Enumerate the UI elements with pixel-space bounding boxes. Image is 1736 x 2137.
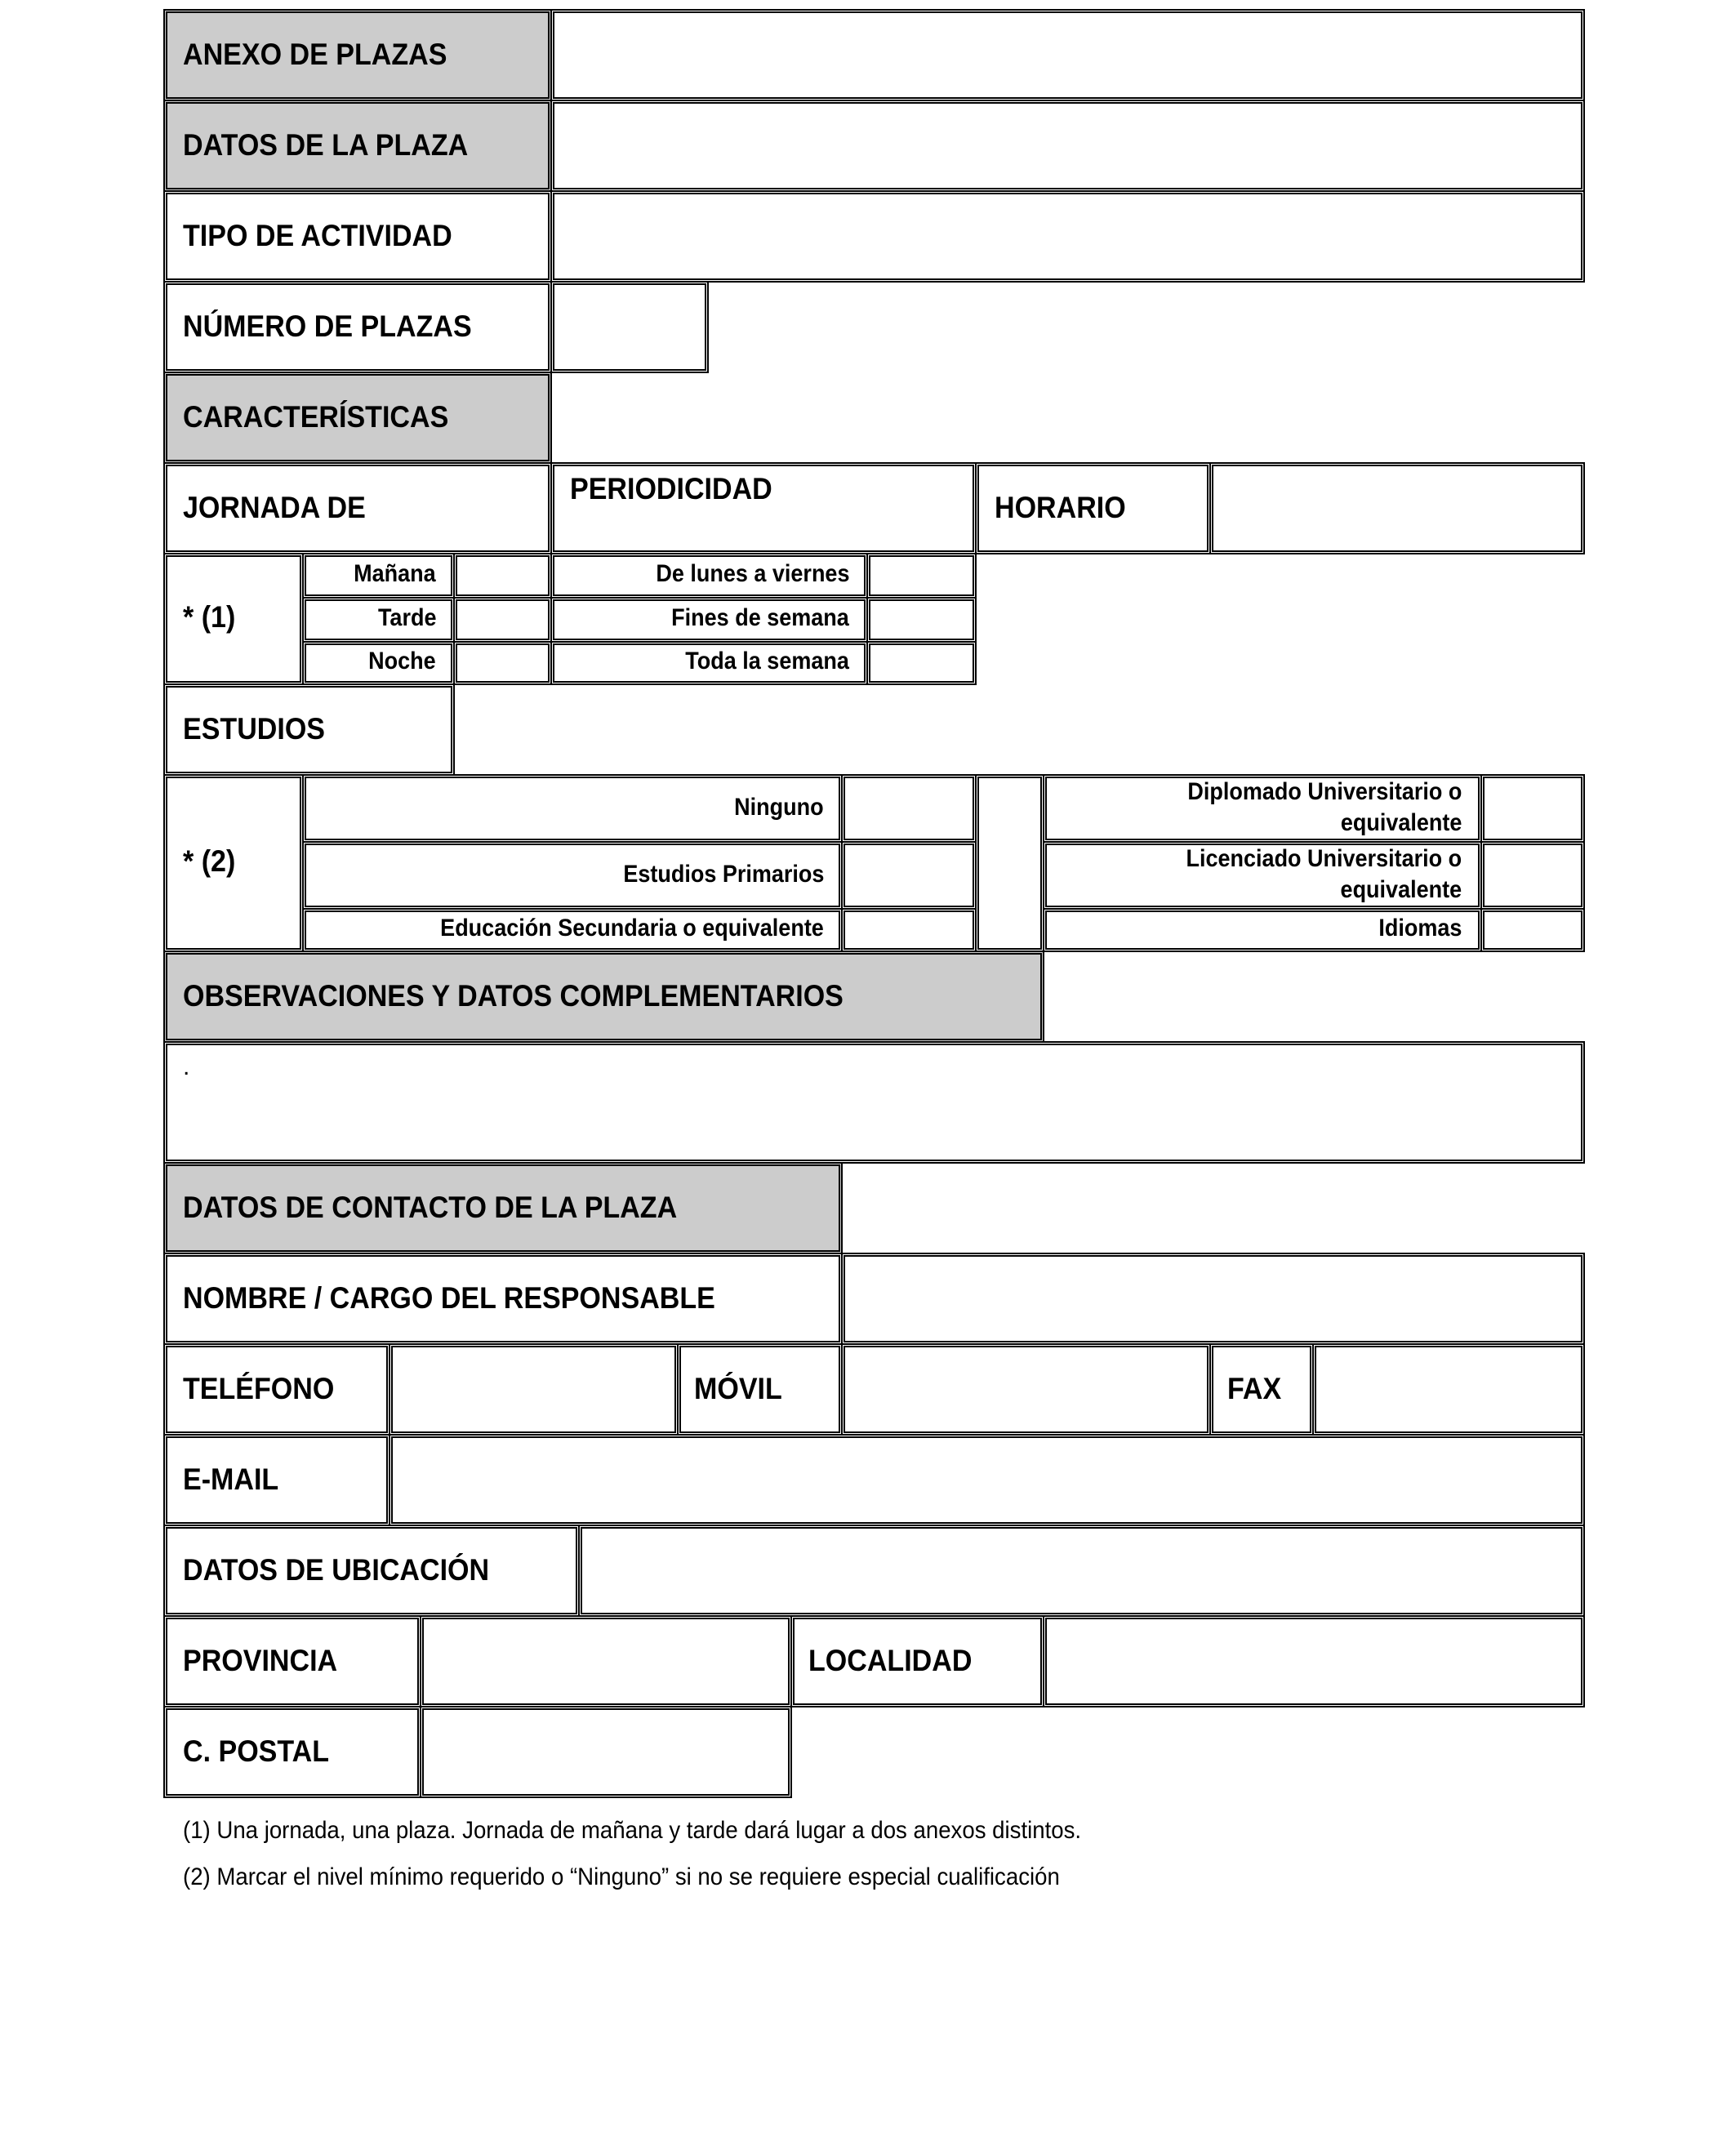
- telefono-field[interactable]: [389, 1343, 679, 1436]
- horario-label: HORARIO: [995, 491, 1126, 524]
- email-field[interactable]: [389, 1434, 1585, 1526]
- periodicidad-option-toda-label: Toda la semana: [685, 648, 849, 674]
- caracteristicas-label: CARACTERÍSTICAS: [183, 400, 449, 434]
- datos-contacto-label: DATOS DE CONTACTO DE LA PLAZA: [183, 1191, 678, 1224]
- estudios-primarios-label: Estudios Primarios: [622, 861, 824, 888]
- estudios-secundaria-checkbox[interactable]: [841, 908, 977, 952]
- estudios-licenciado-line1: Licenciado Universitario o: [1186, 845, 1462, 872]
- jornada-tarde-checkbox[interactable]: [453, 597, 552, 643]
- telefono-label: TELÉFONO: [183, 1372, 335, 1405]
- estudios-ninguno-label: Ninguno: [734, 794, 824, 821]
- jornada-de-label: JORNADA DE: [183, 491, 366, 524]
- anexo-plazas-field[interactable]: [550, 9, 1585, 101]
- numero-plazas-field[interactable]: [550, 281, 709, 373]
- periodicidad-label: PERIODICIDAD: [570, 472, 772, 505]
- datos-plaza-field[interactable]: [550, 100, 1585, 192]
- horario-field[interactable]: [1209, 462, 1585, 554]
- periodicidad-toda-checkbox[interactable]: [866, 641, 977, 685]
- periodicidad-fines-checkbox[interactable]: [866, 597, 977, 643]
- ref2-label: * (2): [183, 844, 236, 878]
- nombre-cargo-label: NOMBRE / CARGO DEL RESPONSABLE: [183, 1281, 715, 1315]
- estudios-spacer: [975, 774, 1044, 952]
- periodicidad-option-lunes-viernes-label: De lunes a viernes: [655, 560, 849, 587]
- estudios-licenciado-line2: equivalente: [1340, 876, 1462, 903]
- provincia-label: PROVINCIA: [183, 1644, 338, 1677]
- tipo-actividad-field[interactable]: [550, 190, 1585, 283]
- observaciones-field[interactable]: [163, 1041, 1585, 1164]
- estudios-diplomado-checkbox[interactable]: [1480, 774, 1585, 843]
- jornada-noche-checkbox[interactable]: [453, 641, 552, 685]
- estudios-secundaria-label: Educación Secundaria o equivalente: [440, 915, 824, 942]
- localidad-field[interactable]: [1043, 1615, 1585, 1707]
- movil-label: MÓVIL: [694, 1372, 782, 1405]
- estudios-label: ESTUDIOS: [183, 712, 326, 746]
- estudios-licenciado-checkbox[interactable]: [1480, 841, 1585, 910]
- jornada-manana-checkbox[interactable]: [453, 553, 552, 599]
- jornada-option-manana-label: Mañana: [354, 560, 436, 587]
- fax-label: FAX: [1227, 1372, 1282, 1405]
- localidad-label: LOCALIDAD: [808, 1644, 973, 1677]
- estudios-diplomado-label: [1187, 777, 1462, 839]
- fax-field[interactable]: [1312, 1343, 1585, 1436]
- periodicidad-option-fines-label: Fines de semana: [671, 604, 849, 631]
- datos-ubicacion-field[interactable]: [578, 1525, 1585, 1617]
- estudios-idiomas-checkbox[interactable]: [1480, 908, 1585, 952]
- footnote-2: (2) Marcar el nivel mínimo requerido o “Ninguno” si no se requiere especial cualificación: [183, 1863, 1060, 1890]
- tipo-actividad-label: TIPO DE ACTIVIDAD: [183, 219, 452, 252]
- footnote-1: (1) Una jornada, una plaza. Jornada de mañana y tarde dará lugar a dos anexos distintos.: [183, 1817, 1082, 1844]
- c-postal-label: C. POSTAL: [183, 1734, 330, 1768]
- nombre-cargo-field[interactable]: [841, 1253, 1585, 1345]
- jornada-option-tarde-label: Tarde: [377, 604, 436, 631]
- provincia-field[interactable]: [420, 1615, 792, 1707]
- estudios-diplomado-line2: equivalente: [1340, 809, 1462, 836]
- movil-field[interactable]: [841, 1343, 1211, 1436]
- periodicidad-lunes-viernes-checkbox[interactable]: [866, 553, 977, 599]
- estudios-primarios-checkbox[interactable]: [841, 841, 977, 910]
- estudios-ninguno-checkbox[interactable]: [841, 774, 977, 843]
- observaciones-value: .: [183, 1053, 190, 1080]
- anexo-plazas-label: ANEXO DE PLAZAS: [183, 38, 447, 71]
- estudios-licenciado-label: [1186, 844, 1462, 906]
- ref1-label: * (1): [183, 600, 236, 634]
- numero-plazas-label: NÚMERO DE PLAZAS: [183, 309, 472, 343]
- c-postal-field[interactable]: [420, 1706, 792, 1798]
- estudios-idiomas-label: Idiomas: [1378, 915, 1462, 942]
- datos-ubicacion-label: DATOS DE UBICACIÓN: [183, 1553, 490, 1587]
- datos-plaza-label: DATOS DE LA PLAZA: [183, 128, 469, 162]
- email-label: E-MAIL: [183, 1463, 279, 1496]
- jornada-option-noche-label: Noche: [368, 648, 436, 674]
- estudios-diplomado-line1: Diplomado Universitario o: [1186, 778, 1462, 805]
- observaciones-label: OBSERVACIONES Y DATOS COMPLEMENTARIOS: [183, 979, 844, 1013]
